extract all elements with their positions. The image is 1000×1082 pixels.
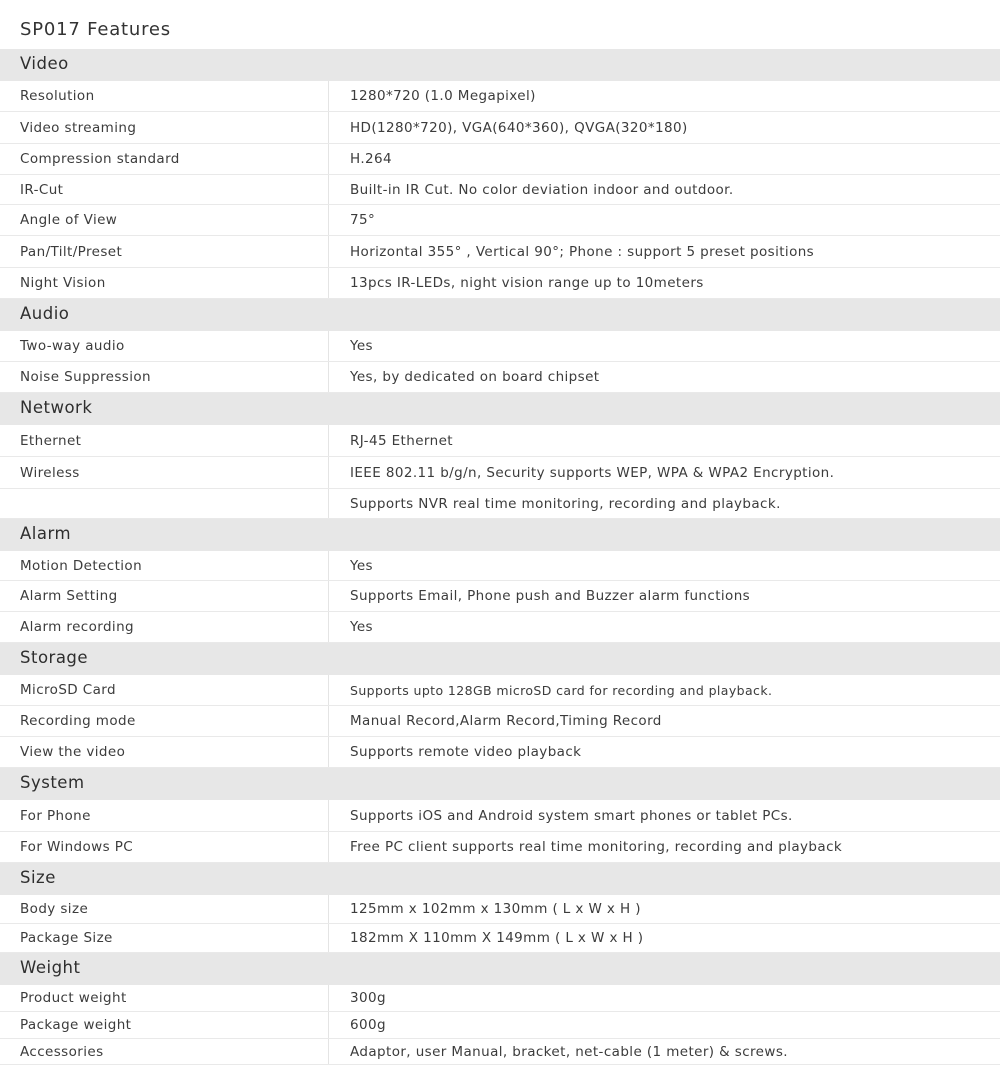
spec-row-product-weight [0,985,1000,1012]
spec-row-body-size [0,895,1000,924]
spec-value: IEEE 802.11 b/g/n, Security supports WEP, WPA & WPA2 Encryption. [350,464,835,481]
spec-label: Package Size [20,930,113,946]
spec-value: 13pcs IR-LEDs, night vision range up to 10meters [350,275,704,291]
column-divider [328,895,329,923]
spec-label: IR-Cut [20,181,64,198]
spec-row-view-video [0,737,1000,768]
spec-row-accessories [0,1039,1000,1065]
column-divider [328,832,329,862]
spec-value: H.264 [350,151,392,167]
spec-row-video-streaming [0,112,1000,144]
spec-value: Horizontal 355° , Vertical 90°; Phone : support 5 preset positions [350,243,815,260]
spec-label: For Phone [20,807,91,824]
spec-row-nvr [0,489,1000,519]
spec-value: Adaptor, user Manual, bracket, net-cable (1 meter) & screws. [350,1043,788,1060]
spec-value: RJ-45 Ethernet [350,432,453,449]
spec-label: View the video [20,744,126,760]
column-divider [328,236,329,267]
spec-label: Product weight [20,990,127,1006]
spec-value: Supports NVR real time monitoring, recording and playback. [350,495,781,512]
spec-row-wireless [0,457,1000,489]
spec-row-angle-of-view [0,205,1000,236]
spec-row-for-phone [0,800,1000,832]
column-divider [328,489,329,518]
spec-label: Motion Detection [20,557,143,574]
section-header-audio [0,299,1000,331]
section-title: Weight [20,958,81,977]
page-title: SP017 Features [20,19,171,40]
column-divider [328,175,329,204]
spec-value: Yes [350,338,373,354]
spec-label: Alarm Setting [20,588,118,604]
section-header-weight [0,953,1000,985]
spec-label: Angle of View [20,212,118,228]
section-header-size [0,863,1000,895]
column-divider [328,1012,329,1038]
spec-value: Yes [350,619,373,635]
column-divider [328,924,329,952]
section-title: Video [20,54,69,73]
spec-label: Alarm recording [20,619,135,635]
spec-row-for-windows-pc [0,832,1000,863]
column-divider [328,800,329,831]
column-divider [328,985,329,1011]
spec-label: Recording mode [20,713,136,729]
column-divider [328,144,329,174]
spec-value: 182mm X 110mm X 149mm ( L x W x H ) [350,930,644,946]
section-header-video [0,49,1000,81]
spec-value: 75° [350,212,376,228]
spec-value: Yes, by dedicated on board chipset [350,369,600,385]
column-divider [328,737,329,767]
column-divider [328,362,329,392]
section-title: Storage [20,648,89,667]
spec-row-ir-cut [0,175,1000,205]
section-header-network [0,393,1000,425]
column-divider [328,205,329,235]
spec-label: Body size [20,901,89,917]
column-divider [328,706,329,736]
spec-row-package-size [0,924,1000,953]
spec-label: Ethernet [20,432,82,449]
spec-label: Compression standard [20,151,180,167]
section-title: Audio [20,304,70,323]
spec-value: 1280*720 (1.0 Megapixel) [350,88,536,104]
section-title: Alarm [20,524,72,543]
spec-value: Supports iOS and Android system smart phones or tablet PCs. [350,807,793,824]
section-header-system [0,768,1000,800]
column-divider [328,268,329,298]
spec-label: Resolution [20,88,95,104]
section-title: System [20,773,85,792]
spec-value: Supports upto 128GB microSD card for recording and playback. [350,682,773,698]
spec-label: Package weight [20,1017,132,1033]
spec-value: HD(1280*720), VGA(640*360), QVGA(320*180) [350,119,688,136]
spec-label: Night Vision [20,275,106,291]
spec-value: 125mm x 102mm x 130mm ( L x W x H ) [350,901,641,917]
spec-value: Yes [350,557,373,574]
spec-row-pan-tilt-preset [0,236,1000,268]
spec-row-two-way-audio [0,331,1000,362]
spec-row-motion-detection [0,551,1000,581]
spec-row-alarm-recording [0,612,1000,643]
column-divider [328,551,329,580]
section-header-storage [0,643,1000,675]
column-divider [328,457,329,488]
spec-row-noise-suppression [0,362,1000,393]
spec-label: For Windows PC [20,839,134,855]
column-divider [328,675,329,705]
column-divider [328,81,329,111]
column-divider [328,581,329,611]
column-divider [328,612,329,642]
spec-row-ethernet [0,425,1000,457]
spec-row-microsd [0,675,1000,706]
spec-label: Noise Suppression [20,369,151,385]
spec-label: Accessories [20,1043,104,1060]
column-divider [328,1039,329,1064]
spec-label: Pan/Tilt/Preset [20,243,123,260]
spec-row-resolution [0,81,1000,112]
spec-value: 300g [350,990,386,1006]
spec-value: Supports remote video playback [350,744,582,760]
column-divider [328,425,329,456]
spec-row-compression [0,144,1000,175]
spec-label: Video streaming [20,119,137,136]
spec-row-night-vision [0,268,1000,299]
section-header-alarm [0,519,1000,551]
section-title: Network [20,398,93,417]
column-divider [328,112,329,143]
spec-value: Manual Record,Alarm Record,Timing Record [350,713,662,729]
spec-row-recording-mode [0,706,1000,737]
spec-label: MicroSD Card [20,682,116,698]
spec-row-package-weight [0,1012,1000,1039]
spec-value: Supports Email, Phone push and Buzzer alarm functions [350,588,751,604]
spec-value: Free PC client supports real time monitoring, recording and playback [350,839,843,855]
section-title: Size [20,868,56,887]
spec-value: Built-in IR Cut. No color deviation indoor and outdoor. [350,181,734,198]
spec-label: Wireless [20,464,80,481]
spec-value: 600g [350,1017,386,1033]
spec-label: Two-way audio [20,338,125,354]
spec-row-alarm-setting [0,581,1000,612]
column-divider [328,331,329,361]
